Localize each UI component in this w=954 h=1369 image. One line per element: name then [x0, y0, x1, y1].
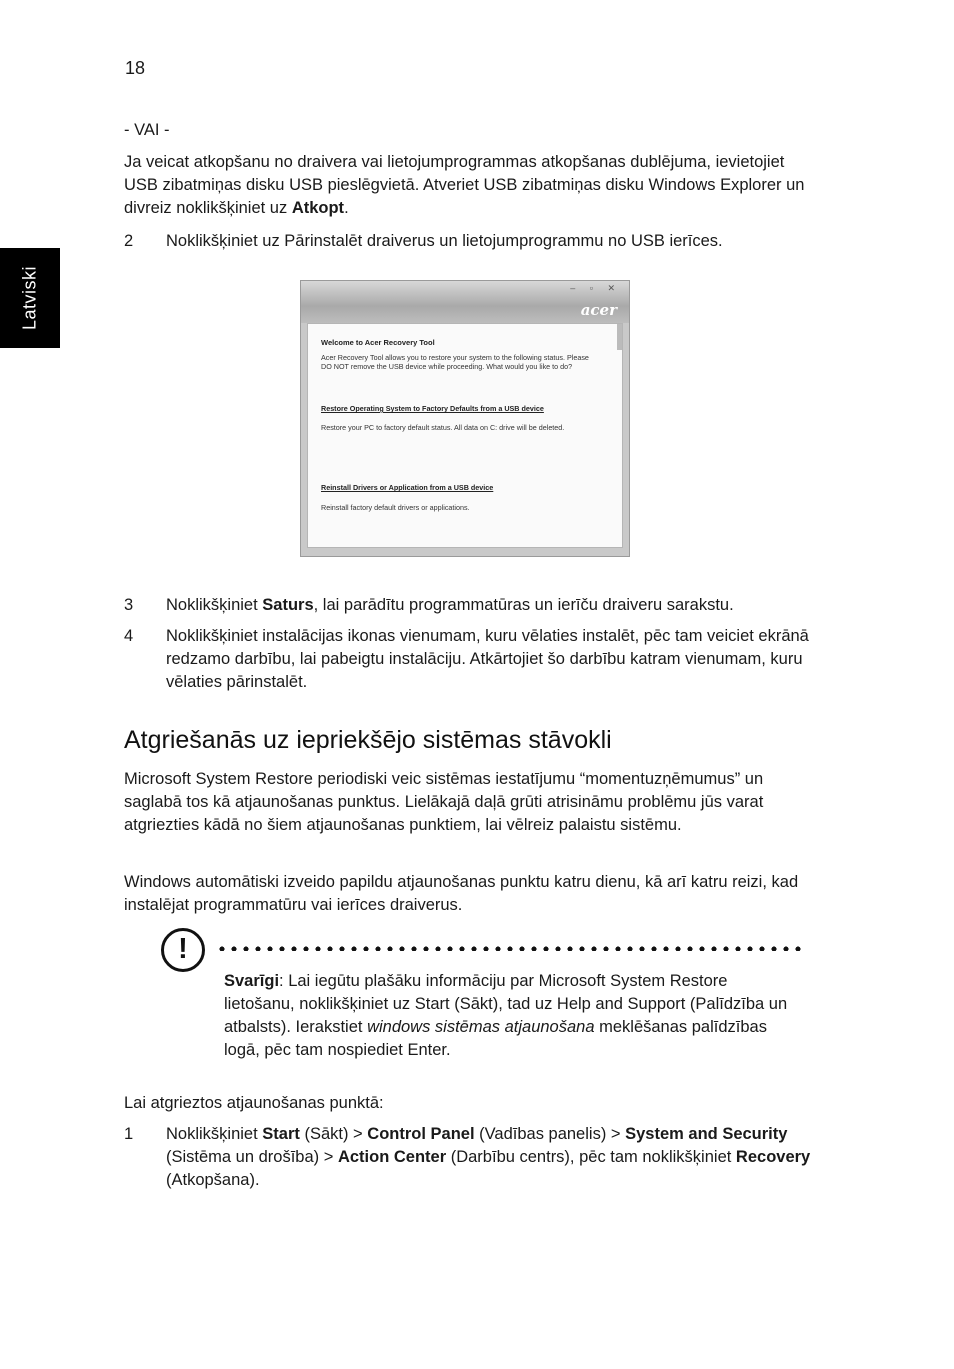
reinstall-drivers-desc: Reinstall factory default drivers or applications. — [321, 503, 470, 512]
paragraph-system-restore: Microsoft System Restore periodiski veic sistēmas iestatījumu “momentuzņēmumus” un saglabā tos kā atjaunošanas punktus. Lielākajā daļā grūti atrisināmu problēmu jūs varat atgriezties kādā no šiem atjaunošanas punktiem, lai vēlreiz palaistu sistēmu. — [124, 770, 764, 834]
language-label: Latviski — [19, 265, 40, 331]
step-number: 4 — [124, 627, 134, 645]
restore-factory-defaults-link: Restore Operating System to Factory Defaults from a USB device — [321, 404, 544, 413]
saturs-term: Saturs — [262, 596, 314, 614]
step-text: Noklikšķiniet instalācijas ikonas vienumam, kuru vēlaties instalēt, pēc tam veiciet ekrānā redzamo darbību, lai pabeigtu instalāciju. Atkārtojiet šo darbību katram vienumam, kuru vēlaties pārinstalēt. — [166, 627, 809, 691]
recovery-tool-content — [307, 323, 623, 548]
recovery-tool-title: Welcome to Acer Recovery Tool — [321, 338, 435, 347]
important-note: Svarīgi: Lai iegūtu plašāku informāciju par Microsoft System Restore lietošanu, noklikšķiniet uz Start (Sākt), tad uz Help and Support (Palīdzība un atbalsts). Ierakstiet windows sistēmas atjaunošana meklēšanas palīdzības logā, pēc tam nospiediet Enter. — [224, 972, 788, 1059]
paragraph-restore-intro: Lai atgrieztos atjaunošanas punktā: — [124, 1094, 384, 1112]
step-text: Noklikšķiniet Saturs, lai parādītu programmatūras un ierīču draiveru sarakstu. — [166, 596, 734, 614]
note-label: Svarīgi — [224, 972, 280, 990]
step-text: Noklikšķiniet Start (Sākt) > Control Panel (Vadības panelis) > System and Security (Sistēma un drošība) > Action Center (Darbību centrs), pēc tam noklikšķiniet Recovery (Atkopšana). — [166, 1125, 811, 1189]
step-number: 3 — [124, 596, 134, 614]
recovery-tool-intro-line-1: Acer Recovery Tool allows you to restore your system to the following status. Please — [321, 353, 589, 362]
recovery-tool-intro-line-2: DO NOT remove the USB device while proceeding. What would you like to do? — [321, 362, 573, 371]
search-term: windows sistēmas atjaunošana — [367, 1018, 595, 1036]
acer-logo: acer — [580, 301, 617, 319]
window-controls: – ▫ ✕ — [570, 283, 621, 293]
reinstall-drivers-link: Reinstall Drivers or Application from a USB device — [321, 483, 494, 492]
language-side-tab — [0, 248, 60, 348]
section-heading: Atgriešanās uz iepriekšējo sistēmas stāvokli — [124, 726, 612, 754]
important-icon: ! — [161, 928, 205, 972]
step-number: 1 — [124, 1125, 134, 1143]
atkopt-term: Atkopt — [291, 199, 345, 217]
paragraph-usb-recovery: Ja veicat atkopšanu no draivera vai lietojumprogrammas atkopšanas dublējuma, ievietojiet USB zibatmiņas disku USB pieslēgvietā. Atveriet USB zibatmiņas disku Windows Explorer un divreiz noklikšķiniet uz Atkopt. — [124, 153, 805, 217]
paragraph-restore-points: Windows automātiski izveido papildu atjaunošanas punktu katru dienu, kā arī katru reizi, kad instalējat programmatūru vai ierīces draiverus. — [124, 873, 799, 914]
note-dotted-divider — [216, 946, 806, 951]
scrollbar — [617, 324, 622, 350]
recovery-tool-screenshot — [300, 280, 630, 557]
window-title-bar — [301, 281, 629, 323]
page-number: 18 — [125, 58, 146, 78]
or-separator: - VAI - — [124, 121, 170, 139]
step-number: 2 — [124, 232, 134, 250]
step-text: Noklikšķiniet uz Pārinstalēt draiverus un lietojumprogrammu no USB ierīces. — [166, 232, 723, 250]
restore-factory-defaults-desc: Restore your PC to factory default status. All data on C: drive will be deleted. — [321, 423, 565, 432]
